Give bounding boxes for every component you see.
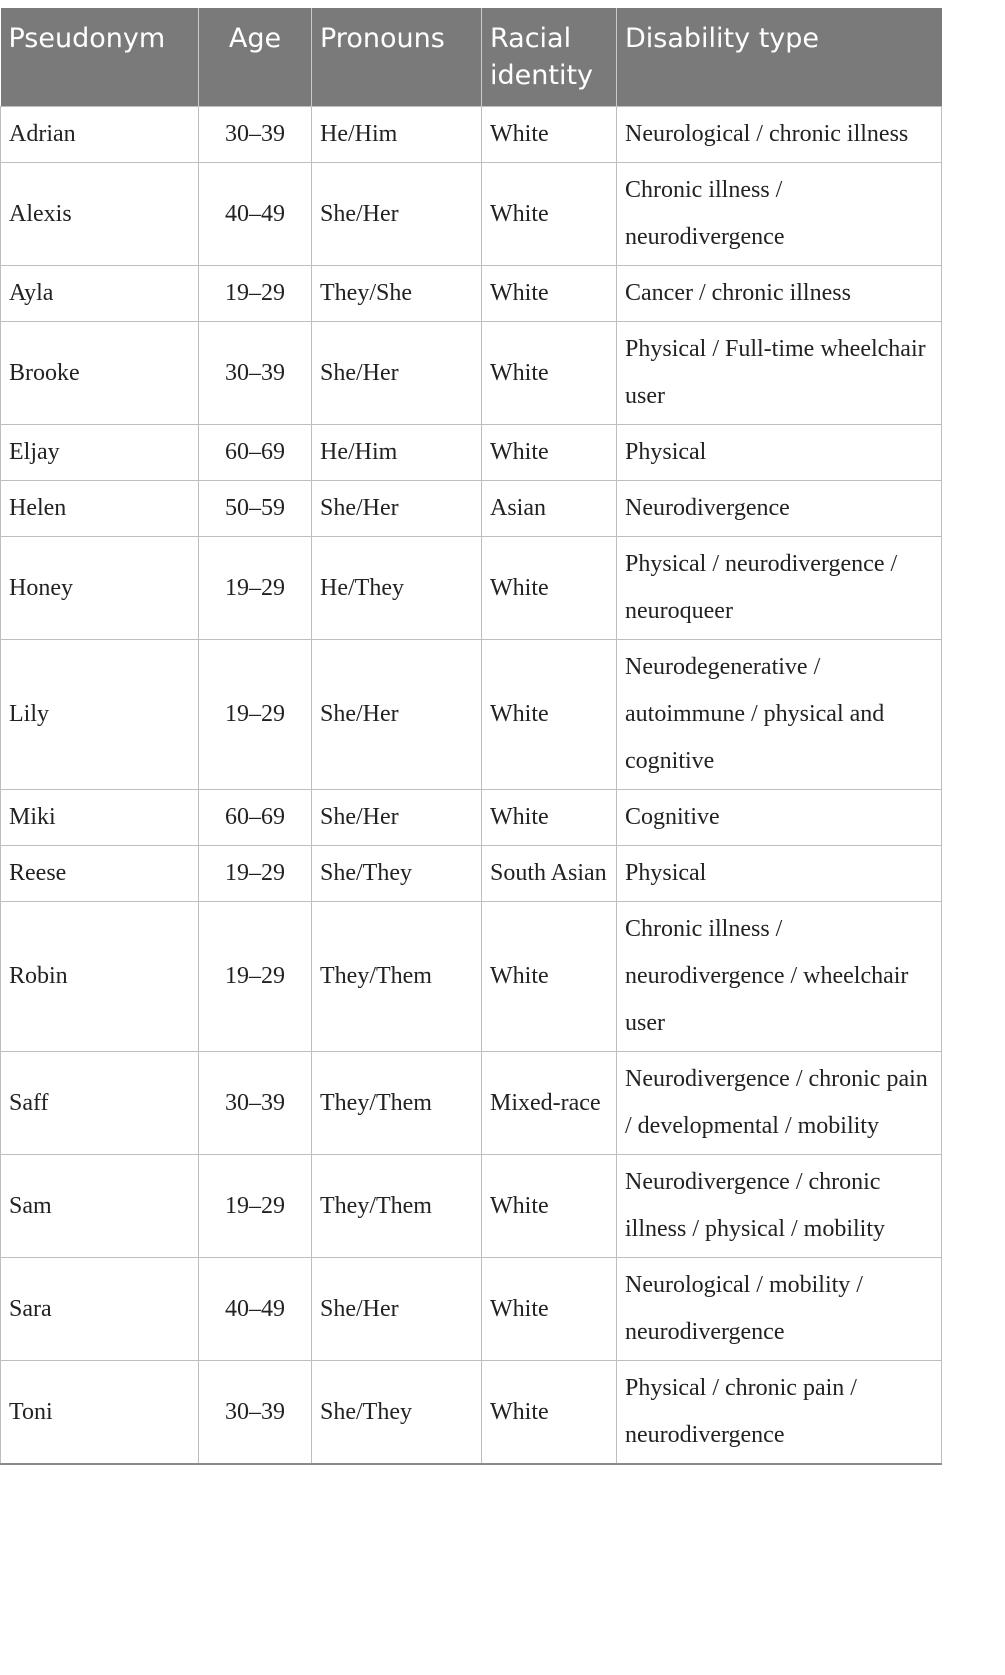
header-row (1, 8, 942, 107)
cell-age: 30–39 (199, 322, 312, 425)
cell-pronouns: They/Them (312, 1052, 482, 1155)
cell-age: 19–29 (199, 537, 312, 640)
cell-disability-type: Neurodivergence / chronic illness / physical / mobility (617, 1155, 942, 1258)
cell-pseudonym: Robin (1, 902, 199, 1052)
cell-disability-type: Neurodivergence (617, 481, 942, 537)
cell-age: 19–29 (199, 902, 312, 1052)
cell-pronouns: She/Her (312, 163, 482, 266)
cell-age: 19–29 (199, 640, 312, 790)
cell-pseudonym: Helen (1, 481, 199, 537)
table-row (1, 1258, 942, 1361)
cell-disability-type: Physical (617, 425, 942, 481)
cell-pseudonym: Adrian (1, 107, 199, 163)
cell-disability-type: Neurodegenerative / autoimmune / physical and cognitive (617, 640, 942, 790)
cell-pseudonym: Sara (1, 1258, 199, 1361)
cell-racial-identity: White (482, 425, 617, 481)
header-pronouns: Pronouns (312, 8, 482, 107)
table-row (1, 107, 942, 163)
cell-pseudonym: Ayla (1, 266, 199, 322)
cell-disability-type: Chronic illness / neurodivergence (617, 163, 942, 266)
cell-pseudonym: Brooke (1, 322, 199, 425)
cell-age: 40–49 (199, 163, 312, 266)
cell-pronouns: She/Her (312, 322, 482, 425)
cell-pronouns: He/Him (312, 425, 482, 481)
cell-disability-type: Neurological / mobility / neurodivergence (617, 1258, 942, 1361)
cell-racial-identity: Mixed-race (482, 1052, 617, 1155)
cell-age: 19–29 (199, 846, 312, 902)
cell-disability-type: Chronic illness / neurodivergence / wheelchair user (617, 902, 942, 1052)
cell-disability-type: Physical / chronic pain / neurodivergence (617, 1361, 942, 1465)
cell-pronouns: She/Her (312, 640, 482, 790)
cell-racial-identity: White (482, 1258, 617, 1361)
cell-pronouns: She/They (312, 846, 482, 902)
table-row (1, 425, 942, 481)
table-header (1, 8, 942, 107)
cell-age: 19–29 (199, 1155, 312, 1258)
cell-pronouns: She/They (312, 1361, 482, 1465)
cell-pronouns: He/They (312, 537, 482, 640)
table-row (1, 1361, 942, 1465)
cell-disability-type: Cognitive (617, 790, 942, 846)
table-body (1, 107, 942, 1465)
cell-pseudonym: Honey (1, 537, 199, 640)
cell-pronouns: They/She (312, 266, 482, 322)
cell-pronouns: She/Her (312, 790, 482, 846)
cell-age: 40–49 (199, 1258, 312, 1361)
cell-racial-identity: White (482, 1155, 617, 1258)
table-row (1, 902, 942, 1052)
cell-disability-type: Neurodivergence / chronic pain / developmental / mobility (617, 1052, 942, 1155)
cell-age: 30–39 (199, 1052, 312, 1155)
cell-racial-identity: Asian (482, 481, 617, 537)
table-row (1, 640, 942, 790)
table-row (1, 1155, 942, 1258)
cell-disability-type: Physical / Full-time wheelchair user (617, 322, 942, 425)
cell-age: 60–69 (199, 790, 312, 846)
cell-disability-type: Neurological / chronic illness (617, 107, 942, 163)
table-row (1, 790, 942, 846)
cell-age: 30–39 (199, 107, 312, 163)
table-row (1, 846, 942, 902)
cell-age: 60–69 (199, 425, 312, 481)
cell-disability-type: Physical / neurodivergence / neuroqueer (617, 537, 942, 640)
cell-racial-identity: White (482, 266, 617, 322)
cell-pseudonym: Eljay (1, 425, 199, 481)
cell-disability-type: Physical (617, 846, 942, 902)
participants-table-container (0, 8, 941, 1465)
cell-pronouns: He/Him (312, 107, 482, 163)
cell-racial-identity: White (482, 163, 617, 266)
cell-age: 30–39 (199, 1361, 312, 1465)
table-row (1, 322, 942, 425)
cell-pseudonym: Saff (1, 1052, 199, 1155)
cell-age: 19–29 (199, 266, 312, 322)
cell-racial-identity: White (482, 640, 617, 790)
cell-pseudonym: Toni (1, 1361, 199, 1465)
table-row (1, 481, 942, 537)
cell-racial-identity: White (482, 1361, 617, 1465)
participants-table (0, 8, 942, 1465)
header-racial-identity: Racial identity (482, 8, 617, 107)
cell-pseudonym: Lily (1, 640, 199, 790)
cell-pseudonym: Reese (1, 846, 199, 902)
cell-pseudonym: Alexis (1, 163, 199, 266)
cell-age: 50–59 (199, 481, 312, 537)
table-row (1, 537, 942, 640)
cell-racial-identity: White (482, 107, 617, 163)
cell-racial-identity: White (482, 537, 617, 640)
cell-pronouns: She/Her (312, 1258, 482, 1361)
header-age: Age (199, 8, 312, 107)
cell-racial-identity: South Asian (482, 846, 617, 902)
table-row (1, 1052, 942, 1155)
cell-racial-identity: White (482, 790, 617, 846)
cell-pronouns: They/Them (312, 1155, 482, 1258)
table-row (1, 266, 942, 322)
cell-pseudonym: Miki (1, 790, 199, 846)
header-disability-type: Disability type (617, 8, 942, 107)
cell-pronouns: They/Them (312, 902, 482, 1052)
header-pseudonym: Pseudonym (1, 8, 199, 107)
cell-pronouns: She/Her (312, 481, 482, 537)
cell-pseudonym: Sam (1, 1155, 199, 1258)
cell-disability-type: Cancer / chronic illness (617, 266, 942, 322)
cell-racial-identity: White (482, 902, 617, 1052)
cell-racial-identity: White (482, 322, 617, 425)
table-row (1, 163, 942, 266)
